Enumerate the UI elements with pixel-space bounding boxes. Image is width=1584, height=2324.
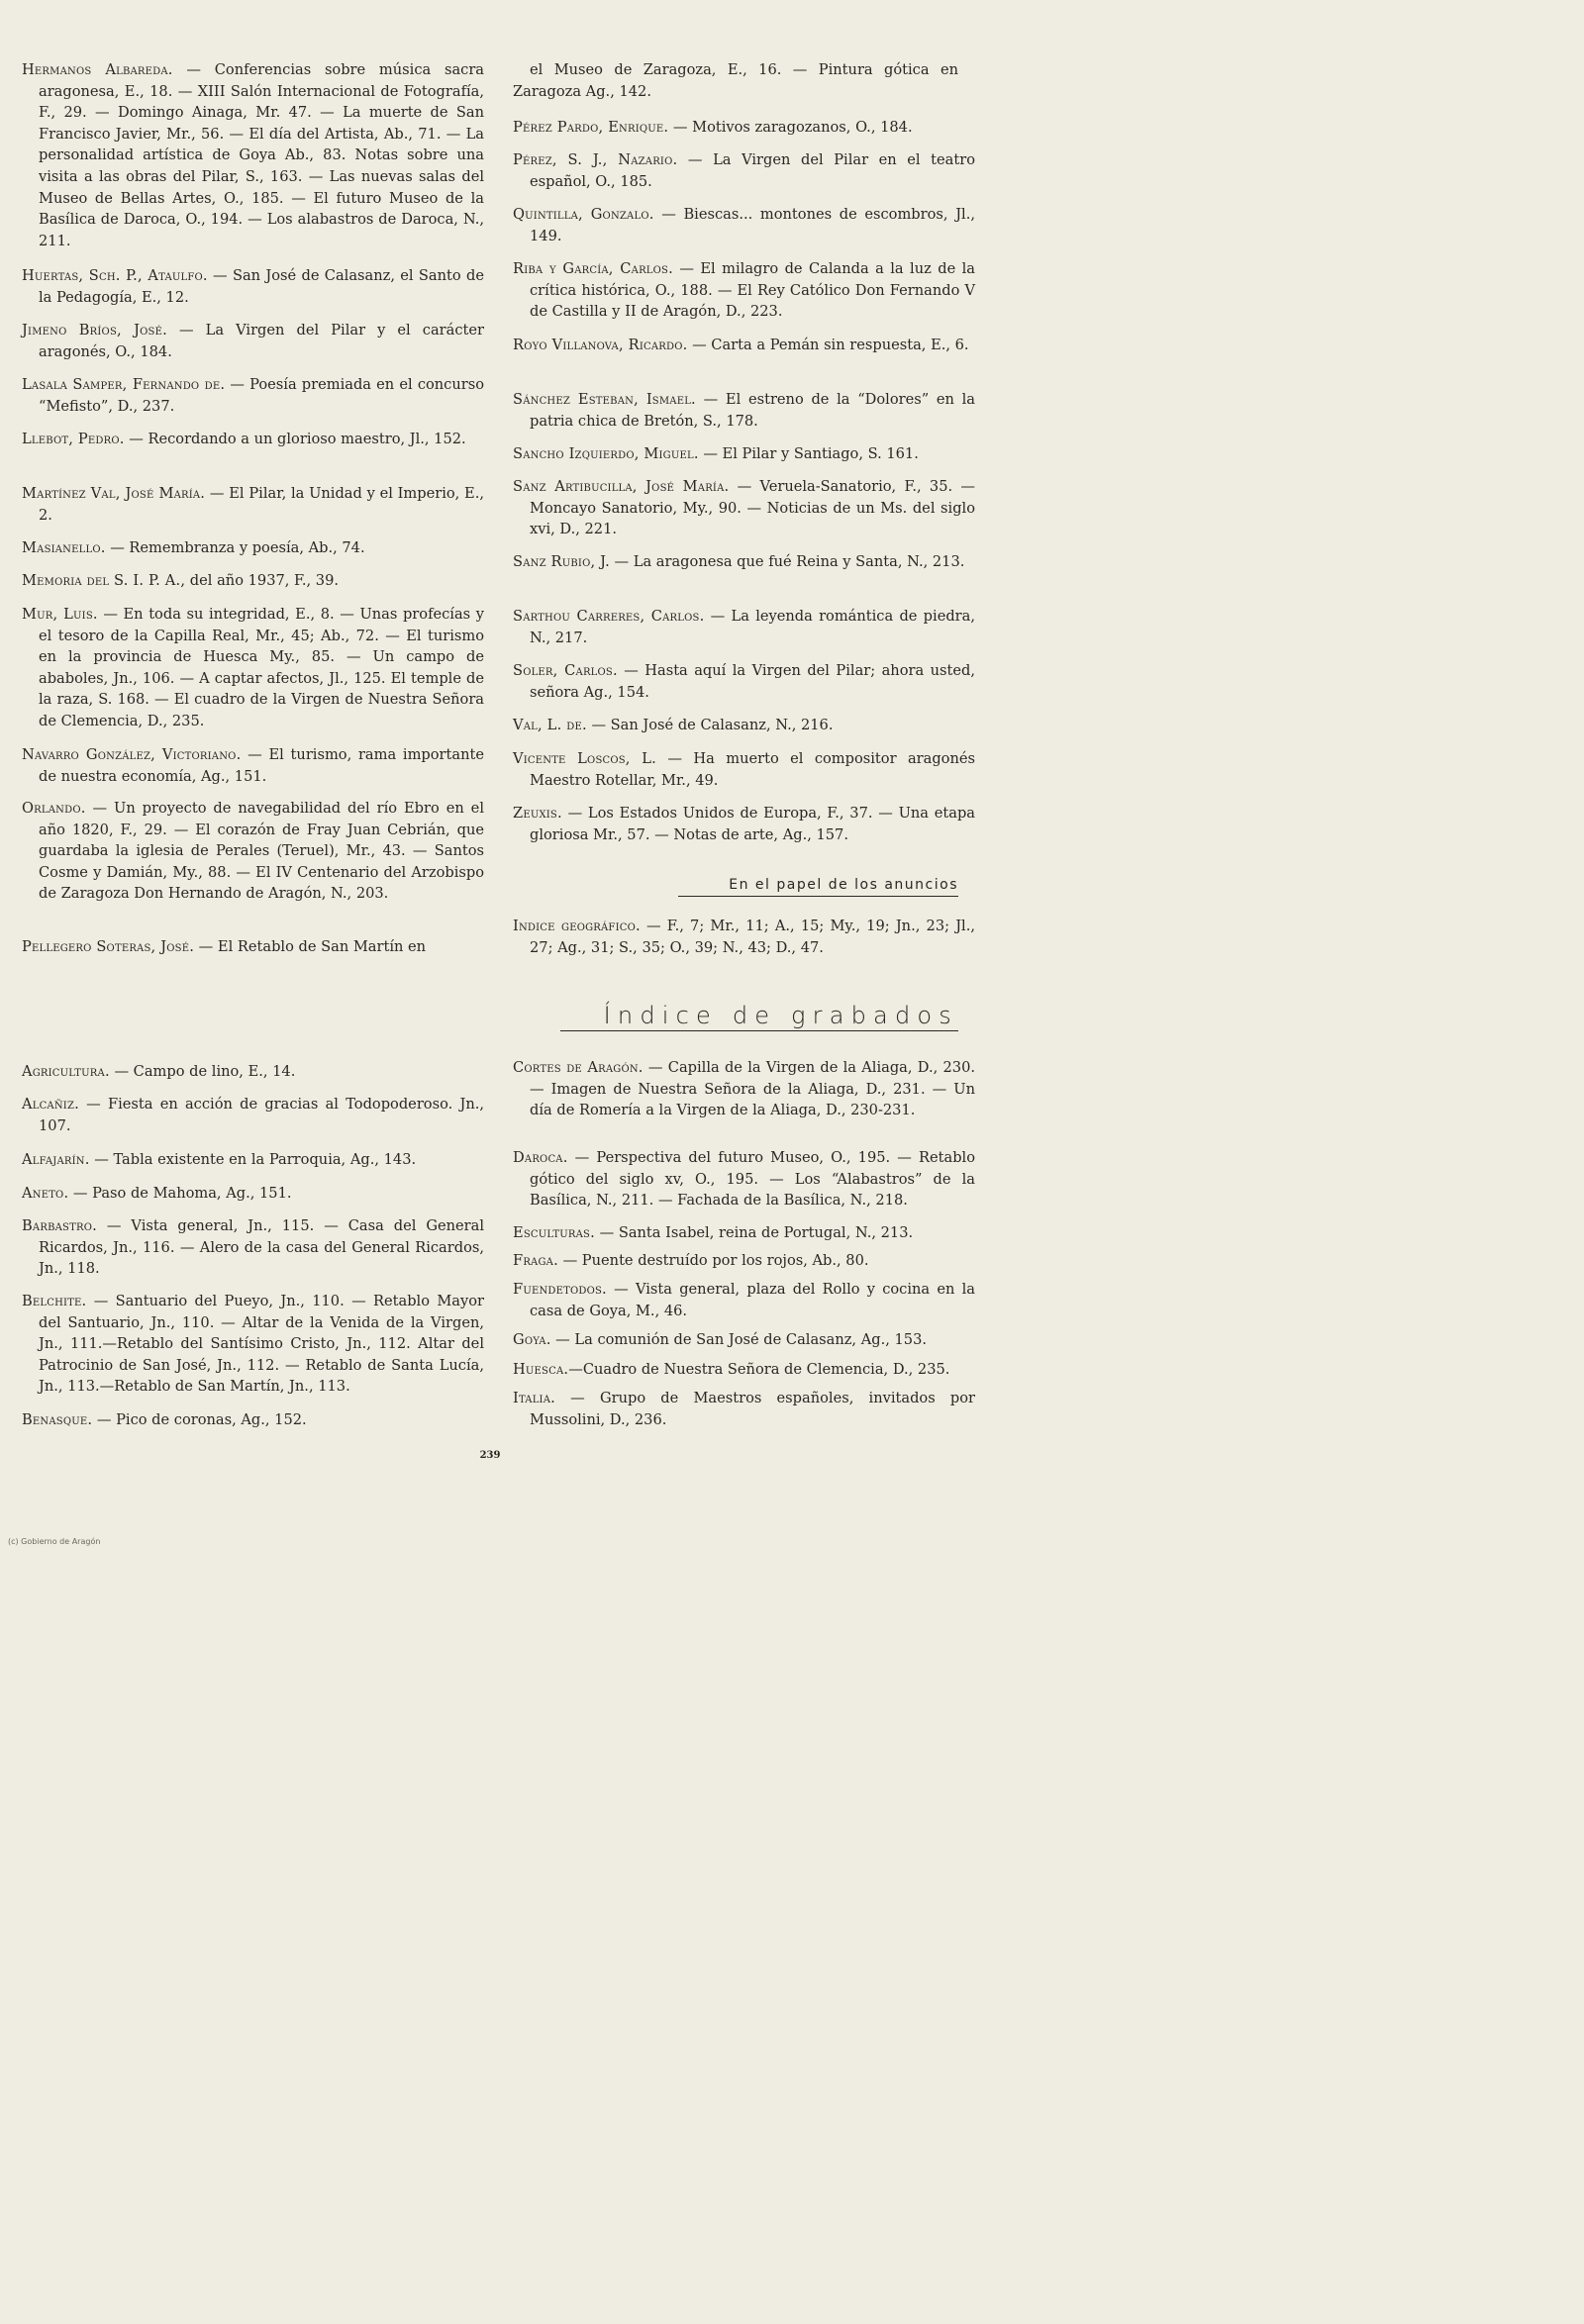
engraving-entry: Belchite. — Santuario del Pueyo, Jn., 110. — Retablo Mayor del Santuario, Jn., 110. — Altar de la Venida de la Virgen, Jn., 111.—Retablo del Santísimo Cristo, Jn., 112. Altar del Patrocinio de San José, Jn., 112. — Retablo de Santa Lucía, Jn., 113.—Retablo de San Martín, Jn., 113. [22, 1293, 484, 1396]
index-entry: Val, L. de. — San José de Calasanz, N., 216. [513, 717, 834, 733]
index-entry: Sanz Rubio, J. — La aragonesa que fué Reina y Santa, N., 213. [513, 553, 965, 570]
index-entry: Soler, Carlos. — Hasta aquí la Virgen del Pilar; ahora usted, señora Ag., 154. [513, 662, 975, 701]
engraving-entry: Benasque. — Pico de coronas, Ag., 152. [22, 1411, 307, 1428]
engraving-entry: Fraga. — Puente destruído por los rojos, Ab., 80. [513, 1252, 869, 1269]
index-entry: Huertas, Sch. P., Ataulfo. — San José de Calasanz, el Santo de la Pedagogía, E., 12. [22, 267, 484, 306]
index-entry: Navarro González, Victoriano. — El turismo, rama importante de nuestra economía, Ag., 151. [22, 746, 484, 785]
index-entry: Pérez, S. J., Nazario. — La Virgen del Pilar en el teatro español, O., 185. [513, 151, 975, 190]
engraving-entry: Cortes de Aragón. — Capilla de la Virgen de la Aliaga, D., 230. — Imagen de Nuestra Señora de la Aliaga, D., 231. — Un día de Romería a la Virgen de la Aliaga, D., 230-231. [513, 1059, 975, 1119]
index-entry: Sarthou Carreres, Carlos. — La leyenda romántica de piedra, N., 217. [513, 608, 975, 646]
index-entry: el Museo de Zaragoza, E., 16. — Pintura gótica en Zaragoza Ag., 142. [513, 61, 958, 100]
index-entry: Orlando. — Un proyecto de navegabilidad del río Ebro en el año 1820, F., 29. — El corazón de Fray Juan Cebrián, que guardaba la iglesia de Perales (Teruel), Mr., 43. — Santos Cosme y Damián, My., 88. — El IV Centenario del Arzobispo de Zaragoza Don Hernando de Aragón, N., 203. [22, 800, 484, 903]
engravings-index-heading: Índice de grabados [560, 1002, 958, 1031]
copyright-footer: (c) Gobierno de Aragón [8, 1537, 101, 1546]
ads-index-entry: Indice geográfico. — F., 7; Mr., 11; A., 15; My., 19; Jn., 23; Jl., 27; Ag., 31; S., 35; O., 39; N., 43; D., 47. [513, 918, 975, 956]
engraving-entry: Agricultura. — Campo de lino, E., 14. [22, 1063, 296, 1080]
index-entry: Hermanos Albareda. — Conferencias sobre música sacra aragonesa, E., 18. — XIII Salón Internacional de Fotografía, F., 29. — Domingo Ainaga, Mr. 47. — La muerte de San Francisco Javier, Mr., 56. — El día del Artista, Ab., 71. — La personalidad artística de Goya Ab., 83. Notas sobre una visita a las obras del Pilar, S., 163. — Las nuevas salas del Museo de Bellas Artes, O., 185. — El futuro Museo de la Basílica de Daroca, O., 194. — Los alabastros de Daroca, N., 211. [22, 61, 484, 249]
index-entry: Martínez Val, José María. — El Pilar, la Unidad y el Imperio, E., 2. [22, 485, 484, 524]
engraving-entry: Barbastro. — Vista general, Jn., 115. — Casa del General Ricardos, Jn., 116. — Alero de la casa del General Ricardos, Jn., 118. [22, 1217, 484, 1278]
engraving-entry: Daroca. — Perspectiva del futuro Museo, O., 195. — Retablo gótico del siglo xv, O., 195. — Los “Alabastros” de la Basílica, N., 211. — Fachada de la Basílica, N., 218. [513, 1149, 975, 1210]
ads-section-heading: En el papel de los anuncios [678, 877, 958, 897]
index-entry: Pellegero Soteras, José. — El Retablo de San Martín en [22, 938, 427, 955]
engraving-entry: Alcañiz. — Fiesta en acción de gracias al Todopoderoso. Jn., 107. [22, 1096, 484, 1134]
page-number: 239 [479, 1450, 501, 1461]
index-entry: Sancho Izquierdo, Miguel. — El Pilar y Santiago, S. 161. [513, 445, 919, 462]
engraving-entry: Italia. — Grupo de Maestros españoles, invitados por Mussolini, D., 236. [513, 1390, 975, 1428]
engraving-entry: Esculturas. — Santa Isabel, reina de Portugal, N., 213. [513, 1224, 914, 1241]
index-entry: Riba y García, Carlos. — El milagro de Calanda a la luz de la crítica histórica, O., 188. — El Rey Católico Don Fernando V de Castilla y II de Aragón, D., 223. [513, 260, 976, 321]
engraving-entry: Aneto. — Paso de Mahoma, Ag., 151. [22, 1185, 292, 1202]
index-entry: Masianello. — Remembranza y poesía, Ab., 74. [22, 539, 365, 556]
engraving-entry: Alfajarín. — Tabla existente en la Parroquia, Ag., 143. [22, 1151, 417, 1168]
index-entry: Vicente Loscos, L. — Ha muerto el compositor aragonés Maestro Rotellar, Mr., 49. [513, 750, 975, 789]
index-entry: Zeuxis. — Los Estados Unidos de Europa, F., 37. — Una etapa gloriosa Mr., 57. — Notas de arte, Ag., 157. [513, 805, 975, 843]
index-entry: Royo Villanova, Ricardo. — Carta a Pemán sin respuesta, E., 6. [513, 337, 969, 353]
engraving-entry: Fuendetodos. — Vista general, plaza del Rollo y cocina en la casa de Goya, M., 46. [513, 1281, 975, 1319]
index-entry: Sánchez Esteban, Ismael. — El estreno de la “Dolores” en la patria chica de Bretón, S., 178. [513, 391, 975, 430]
index-entry: Lasala Samper, Fernando de. — Poesía premiada en el concurso “Mefisto”, D., 237. [22, 376, 484, 415]
engraving-entry: Goya. — La comunión de San José de Calasanz, Ag., 153. [513, 1331, 927, 1348]
index-entry: Quintilla, Gonzalo. — Biescas... montones de escombros, Jl., 149. [513, 206, 975, 244]
index-entry: Mur, Luis. — En toda su integridad, E., 8. — Unas profecías y el tesoro de la Capilla Real, Mr., 45; Ab., 72. — El turismo en la provincia de Huesca My., 85. — Un campo de ababoles, Jn., 106. — A captar afectos, Jl., 125. El temple de la raza, S. 168. — El cuadro de la Virgen de Nuestra Señora de Clemencia, D., 235. [22, 606, 484, 729]
index-entry: Jimeno Bríos, José. — La Virgen del Pilar y el carácter aragonés, O., 184. [22, 322, 484, 360]
index-entry: Pérez Pardo, Enrique. — Motivos zaragozanos, O., 184. [513, 119, 913, 136]
index-entry: Llebot, Pedro. — Recordando a un glorioso maestro, Jl., 152. [22, 431, 466, 447]
engraving-entry: Huesca.—Cuadro de Nuestra Señora de Clemencia, D., 235. [513, 1361, 950, 1378]
index-entry: Memoria del S. I. P. A., del año 1937, F., 39. [22, 572, 340, 589]
index-entry: Sanz Artibucilla, José María. — Veruela-Sanatorio, F., 35. — Moncayo Sanatorio, My., 90. — Noticias de un Ms. del siglo xvi, D., 221. [513, 478, 975, 538]
